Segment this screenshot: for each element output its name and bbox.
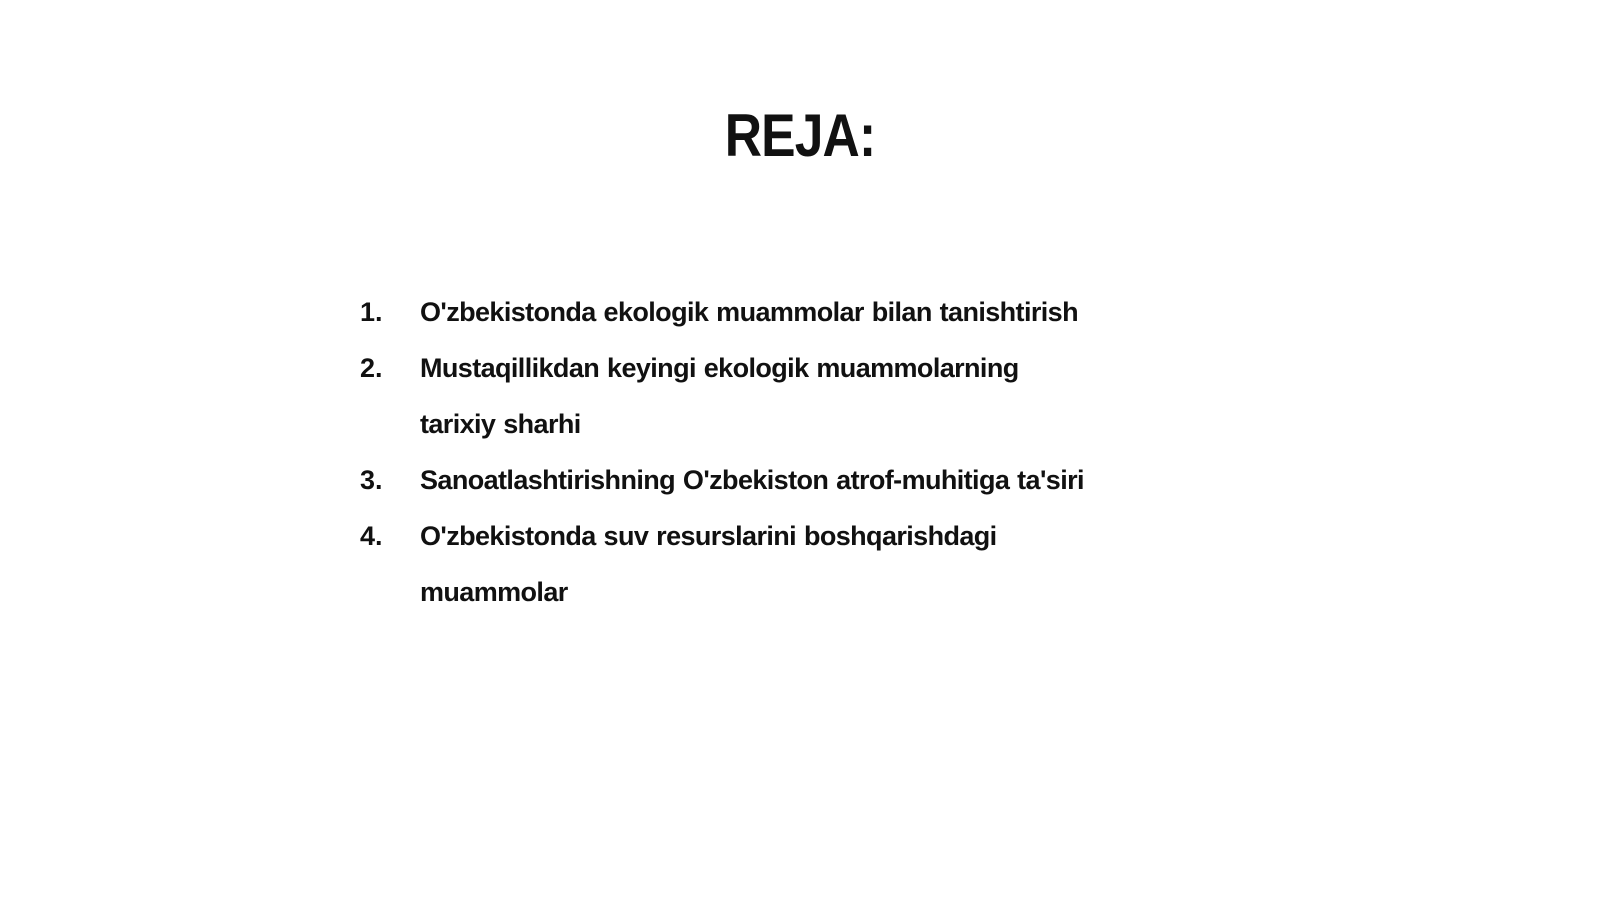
list-item-text: Mustaqillikdan keyingi ekologik muammolarning tarixiy sharhi [420,353,1019,439]
list-item-text: O'zbekistonda suv resurslarini boshqarishdagi muammolar [420,521,997,607]
list-item-number: 1. [360,297,383,327]
list-item-number: 2. [360,353,383,383]
plan-list [360,284,1160,620]
slide-title: REJA: [724,102,876,169]
list-item-number: 4. [360,521,383,551]
list-item-text: Sanoatlashtirishning O'zbekiston atrof-muhitiga ta'siri [420,465,1084,495]
list-item-text: O'zbekistonda ekologik muammolar bilan tanishtirish [420,297,1078,327]
list-item [360,284,1160,340]
list-item [360,508,1160,620]
list-item [360,340,1160,452]
list-item [360,452,1160,508]
list-item-number: 3. [360,465,383,495]
